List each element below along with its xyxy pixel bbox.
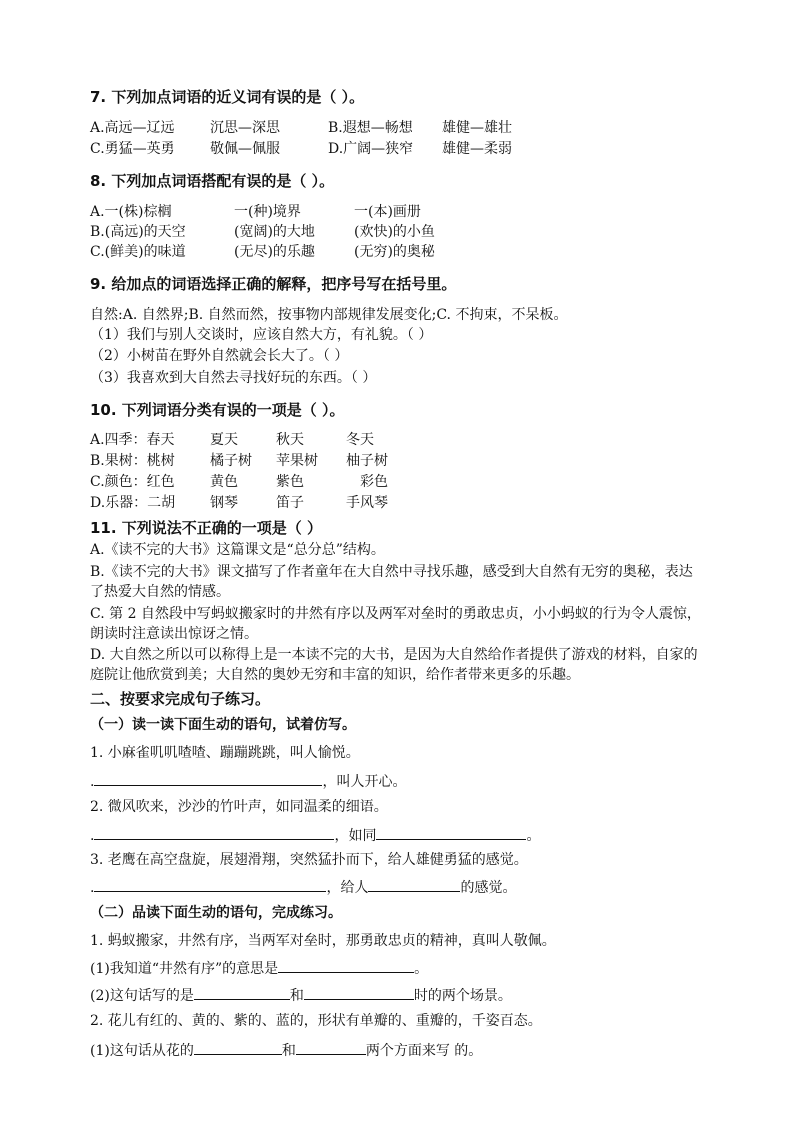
answer-blank[interactable] (278, 958, 414, 973)
q8-title: 8. 下列加点词语搭配有误的是（ ）。 (90, 172, 335, 190)
imitate-answer-1: . ，叫人开心。 (90, 771, 406, 791)
part2-sub2-title: （二）品读下面生动的语句，完成练习。 (90, 905, 342, 921)
q8-option-b1: B.(高远)的天空 (90, 224, 186, 240)
answer-suffix: 两个方面来写 的。 (365, 1043, 483, 1059)
q10-row-b-2: 橘子树 (210, 453, 252, 469)
analyze-q1b (90, 985, 512, 1005)
q9-definitions: 自然:A. 自然界;B. 自然而然，按事物内部规律发展变化;C. 不拘束，不呆板。 (90, 307, 568, 323)
question-text: (1)这句话从花的 (90, 1043, 194, 1059)
q10-row-b-label: B.果树：桃树 (90, 453, 175, 469)
answer-suffix: ，叫人开心。 (322, 774, 407, 790)
q10-row-c-4: 彩色 (360, 474, 388, 490)
answer-suffix: 。 (526, 828, 541, 844)
analyze-sentence-2: 2. 花儿有红的、黄的、紫的、蓝的，形状有单瓣的、重瓣的，千姿百态。 (90, 1013, 542, 1029)
answer-blank[interactable] (296, 1040, 366, 1055)
q9-title: 9. 给加点的词语选择正确的解释，把序号写在括号里。 (90, 275, 457, 293)
q10-row-d-3: 笛子 (276, 495, 304, 511)
analyze-sentence-1: 1. 蚂蚁搬家，井然有序，当两军对垒时，那勇敢忠贞的精神，真叫人敬佩。 (90, 933, 556, 949)
q11-option-b: B.《读不完的大书》课文描写了作者童年在大自然中寻找乐趣，感受到大自然有无穷的奥秘，表达了热爱大自然的情感。 (90, 564, 693, 600)
q10-row-b-4: 柚子树 (346, 453, 388, 469)
imitate-answer-2: . ，如同 。 (90, 825, 540, 845)
answer-connector: 和 (281, 1043, 296, 1059)
q8-option-a3: 一(本)画册 (354, 204, 421, 220)
question-text: (2)这句话写的是 (90, 988, 194, 1004)
q10-row-d-2: 钢琴 (210, 495, 238, 511)
answer-blank[interactable] (368, 877, 460, 892)
answer-connector: ，给人 (326, 880, 369, 896)
answer-blank[interactable] (304, 985, 414, 1000)
q10-row-d-label: D.乐器：二胡 (90, 495, 176, 511)
q11-title: 11. 下列说法不正确的一项是（ ） (90, 519, 323, 537)
imitate-sentence-1: 1. 小麻雀叽叽喳喳、蹦蹦跳跳，叫人愉悦。 (90, 745, 360, 761)
q8-option-a2: 一(种)境界 (234, 204, 301, 220)
q11-option-c: C. 第 2 自然段中写蚂蚁搬家时的井然有序以及两军对垒时的勇敢忠贞，小小蚂蚁的行为令人震惊，朗读时注意读出惊讶之情。 (90, 606, 701, 642)
q9-item-2: （2）小树苗在野外自然就会长大了。（ ） (90, 348, 349, 364)
question-text: (1)我知道“井然有序”的意思是 (90, 961, 279, 977)
q7-option-b2: 雄健—雄壮 (442, 120, 512, 136)
q8-option-c2: (无尽)的乐趣 (234, 244, 315, 260)
q10-row-a-2: 夏天 (210, 432, 238, 448)
q7-option-a1: A.高远—辽远 (90, 120, 175, 136)
answer-suffix: 时的两个场景。 (413, 988, 512, 1004)
q10-row-d-4: 手风琴 (346, 495, 388, 511)
answer-blank[interactable] (94, 877, 326, 892)
q8-option-b2: (宽阔)的大地 (234, 224, 315, 240)
imitate-sentence-3: 3. 老鹰在高空盘旋，展翅滑翔，突然猛扑而下，给人雄健勇猛的感觉。 (90, 852, 528, 868)
q8-option-c3: (无穷)的奥秘 (354, 244, 435, 260)
q7-option-c2: 敬佩—佩服 (210, 141, 280, 157)
part2-title: 二、按要求完成句子练习。 (90, 690, 271, 708)
q7-option-d1: D.广阔—狭窄 (328, 141, 414, 157)
imitate-sentence-2: 2. 微风吹来，沙沙的竹叶声，如同温柔的细语。 (90, 799, 388, 815)
answer-blank[interactable] (94, 825, 334, 840)
q9-item-3: （3）我喜欢到大自然去寻找好玩的东西。（ ） (90, 370, 377, 386)
q10-row-c-2: 黄色 (210, 474, 238, 490)
q8-option-c1: C.(鲜美)的味道 (90, 244, 186, 260)
q10-row-a-label: A.四季：春天 (90, 432, 175, 448)
part2-sub1-title: （一）读一读下面生动的语句，试着仿写。 (90, 717, 356, 733)
q10-title: 10. 下列词语分类有误的一项是（ ）。 (90, 401, 345, 419)
answer-connector: ，如同 (334, 828, 377, 844)
q7-option-d2: 雄健—柔弱 (442, 141, 512, 157)
q10-row-a-3: 秋天 (276, 432, 304, 448)
answer-blank[interactable] (94, 771, 322, 786)
answer-connector: 和 (289, 988, 304, 1004)
analyze-q1a (90, 958, 428, 978)
analyze-q2a (90, 1040, 482, 1060)
q11-option-a: A.《读不完的大书》这篇课文是“总分总”结构。 (90, 542, 385, 558)
q8-option-b3: (欢快)的小鱼 (354, 224, 435, 240)
q9-item-1: （1）我们与别人交谈时，应该自然大方，有礼貌。（ ） (90, 327, 433, 343)
answer-blank[interactable] (194, 985, 290, 1000)
answer-suffix: 。 (414, 961, 429, 977)
imitate-answer-3: . ，给人 的感觉。 (90, 877, 516, 897)
q8-option-a1: A.一(株)棕榈 (90, 204, 172, 220)
answer-blank[interactable] (376, 825, 526, 840)
q10-row-c-3: 紫色 (276, 474, 304, 490)
q7-option-a2: 沉思—深思 (210, 120, 280, 136)
q7-option-b1: B.遐想—畅想 (328, 120, 413, 136)
q10-row-c-label: C.颜色：红色 (90, 474, 175, 490)
answer-suffix: 的感觉。 (460, 880, 517, 896)
q10-row-b-3: 苹果树 (276, 453, 318, 469)
answer-blank[interactable] (194, 1040, 282, 1055)
q11-option-d: D. 大自然之所以可以称得上是一本读不完的大书，是因为大自然给作者提供了游戏的材料，自家的庭院让他欣赏到美；大自然的奥妙无穷和丰富的知识，给作者带来更多的乐趣。 (90, 647, 698, 683)
q7-option-c1: C.勇猛—英勇 (90, 141, 175, 157)
q7-title: 7. 下列加点词语的近义词有误的是（ ）。 (90, 88, 365, 106)
q10-row-a-4: 冬天 (346, 432, 374, 448)
